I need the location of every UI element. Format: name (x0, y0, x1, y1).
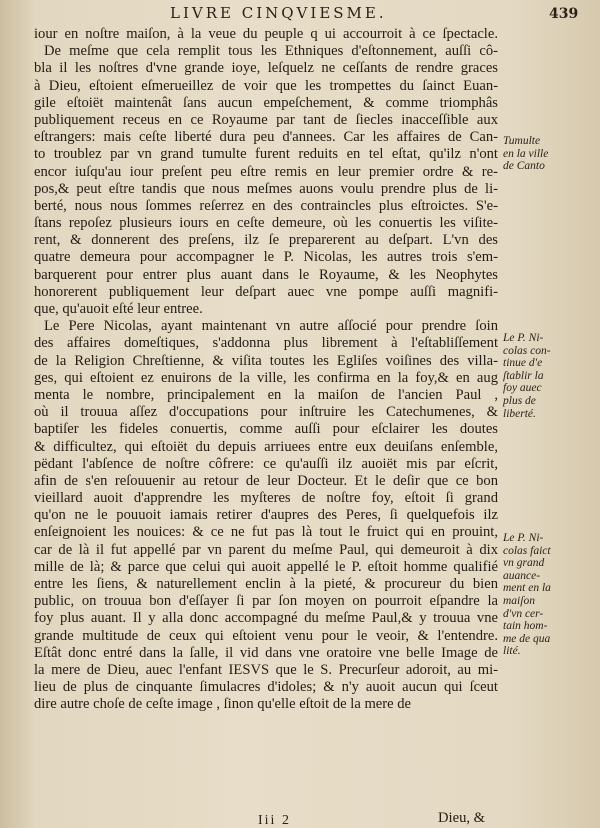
margin-note-line: foy auec (503, 382, 542, 395)
text-line: pos,& peut eſtre tandis que nous meſmes auons voulu prendre plus de li- (34, 180, 498, 197)
text-line: entre les ſiens, & naturellement enclin à la pieté, & procureur du bien (34, 576, 498, 592)
text-line: Le Pere Nicolas, ayant maintenant vn autre aſſocié pour prendre ſoin (44, 318, 498, 335)
text-line: to troublez par vn grand tumulte furent reduits en tel eſtat, qu'ilz n'ont (34, 146, 498, 163)
text-line: berté, nous nous ſommes reſerrez en des contraincles plus eſtroictes. S'e- (34, 197, 498, 214)
margin-note-nicolas-maison (503, 532, 595, 658)
margin-note-line: lité. (503, 645, 521, 658)
text-line: dire autre choſe de ceſte image , ſinon qu'elle eſtoit de la mere de (34, 696, 412, 713)
margin-note-line: tinue d'e (503, 357, 543, 370)
margin-note-line: ſtablir la (503, 369, 544, 382)
margin-note-line: plus de (503, 394, 536, 407)
text-line: que, qu'auoit eſté leur entree. (34, 301, 203, 317)
margin-note-line: liberté. (503, 407, 536, 420)
running-title: LIVRE CINQVIESME. (170, 4, 387, 22)
text-line: encor iuſqu'au iour preſent peu eſtre remis en leur premier ordre & re- (34, 163, 498, 180)
text-line: gile eſtoiët maintenât ſans aucun empeſchement, & comme triomphâs (34, 94, 498, 111)
text-line: lieu de plus de cinquante ſimulacres d'idoles; & n'y auoit aucun qui ſceut (34, 679, 498, 696)
text-line: barquerent pour entrer plus auant dans le Royaume, & les Neophytes (34, 266, 498, 283)
margin-note-line: colas faict (503, 544, 551, 557)
text-line: honorerent publiquement leur deſpart auec vne pompe auſſi magnifi- (34, 283, 498, 300)
text-line: grande multitude de ceux qui eſtoient venu pour le veoir, & l'entendre. (34, 627, 498, 644)
margin-note-tumulte (503, 135, 595, 173)
text-line: rent, & donnerent des preſens, ilz ſe preparerent au deſpart. L'vn des (34, 232, 498, 249)
text-line: public, on trouua bon d'eſſayer ſi par ſon moyen on pourroit eſpandre la (34, 593, 498, 610)
text-line: afin de s'en reſouuenir au retour de leur Docteur. Et le deſir que ce bon (34, 472, 498, 489)
text-line: publiquement receus en ce Royaume par tant de ſiecles inacceſſible aux (34, 111, 498, 128)
text-line: de la Religion Chreſtienne, & viſita toutes les Egliſes voiſines des villa- (34, 352, 498, 369)
text-line: pëdant l'abſence de noſtre côfrere: ce qu'auſſi ilz auoiët mis par eſcrit, (34, 455, 498, 472)
text-line: foy plus auant. Il y alla donc accompagné du meſme Paul,& y trouua vne (34, 610, 498, 627)
signature-mark: Iii 2 (258, 813, 291, 828)
text-line: à Dieu, eſtoient eſmerueillez de voir que les trompettes du ſainct Euan- (34, 77, 498, 94)
margin-note-line: Le P. Ni- (503, 332, 544, 344)
text-line: ges, qui eſtoient ez enuirons de la ville, les confirma en la foy,& en aug (34, 369, 498, 386)
text-line: enſeignoient les nouices: & ce ne fut pas là tout le fruict qui en prouint, (34, 524, 498, 541)
margin-note-line: Tumulte (503, 135, 541, 147)
text-line: la mere de Dieu, auec l'enfant IESVS que le S. Precurſeur adoroit, au mi- (34, 661, 498, 678)
margin-note-line: d'vn cer- (503, 607, 544, 620)
text-line: mille de là; & parce que celui qui auoit appellé le P. eſtoit homme qualifié (34, 558, 498, 575)
text-line: bla il les noſtres d'vne grande ioye, leſquelz ne ceſſants de rendre graces (34, 60, 498, 77)
text-line: iour en noſtre maiſon, à la veue du peuple q ui accourroit à ce ſpectacle. (34, 26, 498, 42)
body-text (34, 26, 498, 714)
margin-note-line: en la ville (503, 147, 549, 160)
margin-note-line: colas con- (503, 344, 551, 357)
margin-note-line: tain hom- (503, 620, 548, 633)
text-line: baptiſer les fideles conuertis, comme auſſi pour eſclairer les doutes (34, 421, 498, 438)
text-line: ſtans repoſez plusieurs iours en ceſte demeure, où les conuertis les viſite- (34, 215, 498, 232)
page-number: 439 (549, 6, 579, 22)
margin-note-line: de Canto (503, 160, 545, 173)
text-line: où il trouua aſſez d'occupations pour inſtruire les Catechumenes, & (34, 404, 498, 421)
margin-note-line: Le P. Ni- (503, 532, 544, 544)
text-line: qu'on ne le pouuoit iamais retirer d'aupres des Peres, ſi quelquefois ilz (34, 507, 498, 524)
margin-note-line: vn grand (503, 557, 545, 570)
text-line: menta le nombre, principalement en la maiſon de l'ancien Paul , (34, 386, 498, 403)
text-line: vieillard auoit d'apprendre les myſteres de noſtre foy, eſtoit ſi grand (34, 490, 498, 507)
margin-note-line: maiſon (503, 594, 535, 607)
text-line: eſtrangers: mais ceſte liberté dura peu d'annees. Car les affaires de Can- (34, 129, 498, 146)
margin-note-line: me de qua (503, 632, 551, 645)
text-line: car de là il fut appellé par vn parent du meſme Paul, qui demeuroit à dix (34, 541, 498, 558)
catchword: Dieu, & (438, 810, 486, 826)
margin-note-line: ment en la (503, 582, 551, 595)
margin-note-line: auance- (503, 569, 541, 582)
text-line: De meſme que cela remplit tous les Ethniques d'eſtonnement, auſſi cô- (44, 43, 498, 60)
text-line: Eſtât donc entré dans la ſalle, il vid dans vne oratoire vne belle Image de (34, 644, 498, 661)
text-line: & difficultez, qui eſtoiët du depuis arriuees entre eux deuiſans enſemble, (34, 438, 498, 455)
text-line: quatre demeura pour accompagner le P. Nicolas, les autres trois s'em- (34, 249, 498, 266)
text-line: des affaires domeſtiques, s'addonna plus librement à l'eſtabliſſement (34, 335, 498, 352)
margin-note-nicolas-foy (503, 332, 595, 420)
